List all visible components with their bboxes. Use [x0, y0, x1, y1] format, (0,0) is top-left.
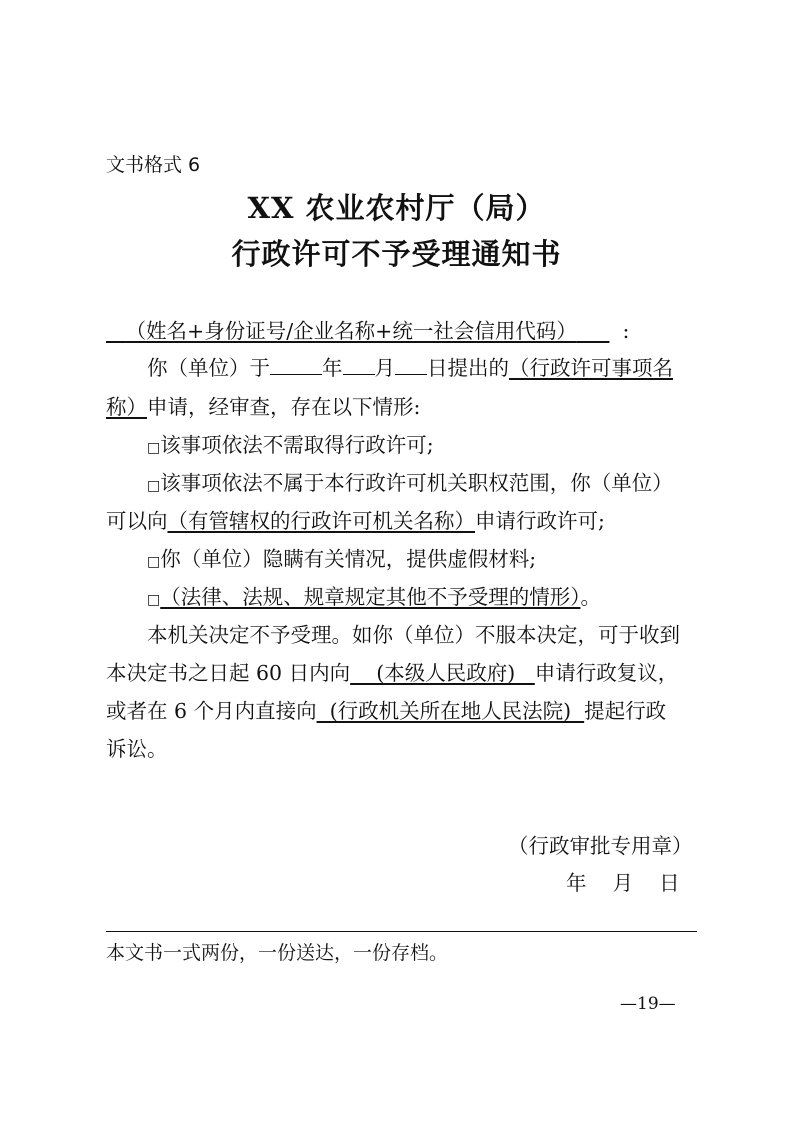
- checkbox-icon: □: [147, 592, 161, 608]
- option-2-text-apply: 申请行政许可;: [475, 509, 605, 533]
- month-label: 月: [374, 356, 395, 380]
- option-3: [106, 542, 698, 576]
- day-label: 日提出的: [427, 356, 509, 380]
- court-placeholder: (行政机关所在地人民法院): [316, 699, 585, 723]
- other-situation-placeholder: （法律、法规、规章规定其他不予受理的情形）: [160, 585, 581, 609]
- decision-text-litigation: 提起行政: [584, 699, 667, 723]
- month-blank: [343, 352, 375, 375]
- addressee-line: [106, 314, 698, 348]
- competent-authority-placeholder: （有管辖权的行政许可机关名称）: [167, 509, 475, 533]
- year-label: 年: [322, 356, 343, 380]
- title-line-2: 行政许可不予受理通知书: [231, 237, 562, 271]
- option-1: [106, 428, 698, 462]
- checkbox-icon: □: [147, 440, 161, 456]
- footer-note: 本文书一式两份，一份送达，一份存档。: [106, 942, 449, 964]
- option-2-text-apply-to: 可以向: [106, 509, 168, 533]
- addressee-colon: :: [622, 319, 630, 343]
- addressee-placeholder: （姓名+身份证号/企业名称+统一社会信用代码）: [125, 319, 577, 343]
- paragraph-2-line-2: [106, 656, 698, 690]
- option-2-line-2: [106, 504, 698, 538]
- date-line: 年 月 日: [566, 871, 680, 895]
- page-number: —19—: [620, 994, 676, 1014]
- option-3-text: 你（单位）隐瞒有关情况，提供虚假材料;: [160, 547, 537, 571]
- paragraph-1-line-2: [106, 390, 698, 424]
- format-label: 文书格式 6: [106, 154, 201, 176]
- text-review-result: 申请，经审查，存在以下情形:: [147, 395, 421, 419]
- checkbox-icon: □: [147, 478, 161, 494]
- option-4: [106, 580, 698, 614]
- paragraph-2-line-1: [106, 618, 698, 652]
- period: 。: [580, 585, 601, 609]
- government-placeholder: (本级人民政府): [350, 661, 535, 685]
- paragraph-1-line-1: [106, 351, 698, 385]
- title-line-1: XX 农业农村厅（局）: [247, 191, 546, 225]
- text-submitted-on: 你（单位）于: [147, 356, 270, 380]
- decision-text-deadline: 本决定书之日起 60 日内向: [106, 661, 351, 685]
- option-1-text: 该事项依法不需取得行政许可;: [160, 433, 434, 457]
- option-2-line-1: [106, 466, 698, 500]
- footer-divider: [106, 931, 697, 932]
- decision-text-reconsideration: 申请行政复议，: [534, 661, 679, 685]
- day-blank: [395, 352, 427, 375]
- decision-text: 本机关决定不予受理。如你（单位）不服本决定，可于收到: [147, 623, 680, 647]
- permit-item-placeholder-end: 称）: [106, 395, 147, 419]
- decision-text-six-months: 或者在 6 个月内直接向: [106, 699, 317, 723]
- paragraph-2-line-4: [106, 732, 698, 766]
- approval-seal-label: （行政审批专用章）: [508, 834, 693, 858]
- permit-item-placeholder: （行政许可事项名: [509, 356, 673, 380]
- checkbox-icon: □: [147, 554, 161, 570]
- option-2-text: 该事项依法不属于本行政许可机关职权范围，你（单位）: [160, 471, 673, 495]
- year-blank: [270, 352, 322, 375]
- paragraph-2-line-3: [106, 694, 698, 728]
- decision-text-end: 诉讼。: [106, 737, 168, 761]
